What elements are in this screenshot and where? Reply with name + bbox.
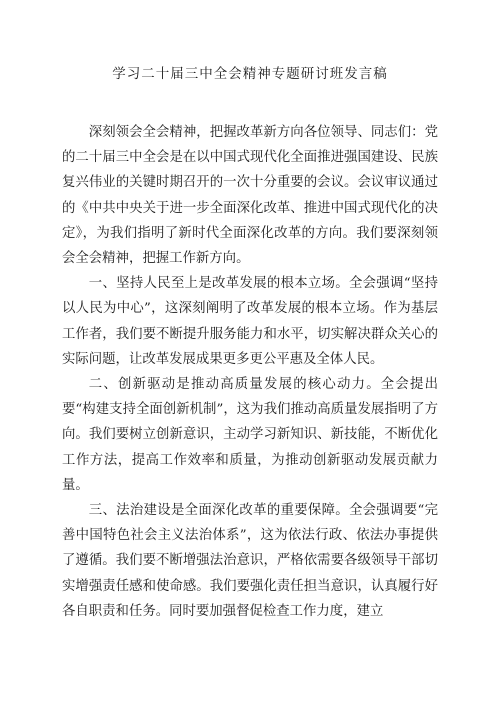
paragraph-section-2: 二、创新驱动是推动高质量发展的核心动力。全会提出要“构建支持全面创新机制”，这为我们推动高质量发展指明了方向。我们要树立创新意识，主动学习新知识、新技能，不断优化工作方法，提高工作效率和质量，为推动创新驱动发展贡献力量。 — [62, 377, 438, 493]
document-body — [62, 120, 438, 624]
paragraph-section-3: 三、法治建设是全面深化改革的重要保障。全会强调要“完善中国特色社会主义法治体系”，这为依法行政、依法办事提供了遵循。我们要不断增强法治意识，严格依需要各级领导干部切实增强责任感和使命感。我们要强化责任担当意识，认真履行好各自职责和任务。同时要加强督促检查工作力度，建立 — [62, 503, 438, 619]
paragraph-intro: 深刻领会全会精神，把握改革新方向各位领导、同志们：党的二十届三中全会是在以中国式现代化全面推进强国建设、民族复兴伟业的关键时期召开的一次十分重要的会议。会议审议通过的《中共中央关于进一步全面深化改革、推进中国式现代化的决定》，为我们指明了新时代全面深化改革的方向。我们要深刻领会全会精神，把握工作新方向。 — [62, 125, 438, 267]
paragraph-section-1: 一、坚持人民至上是改革发展的根本立场。全会强调“坚持以人民为中心”，这深刻阐明了改革发展的根本立场。作为基层工作者，我们要不断提升服务能力和水平，切实解决群众关心的实际问题，让改革发展成果更多更公平惠及全体人民。 — [62, 276, 438, 367]
document-title: 学习二十届三中全会精神专题研讨班发言稿 — [112, 66, 388, 82]
